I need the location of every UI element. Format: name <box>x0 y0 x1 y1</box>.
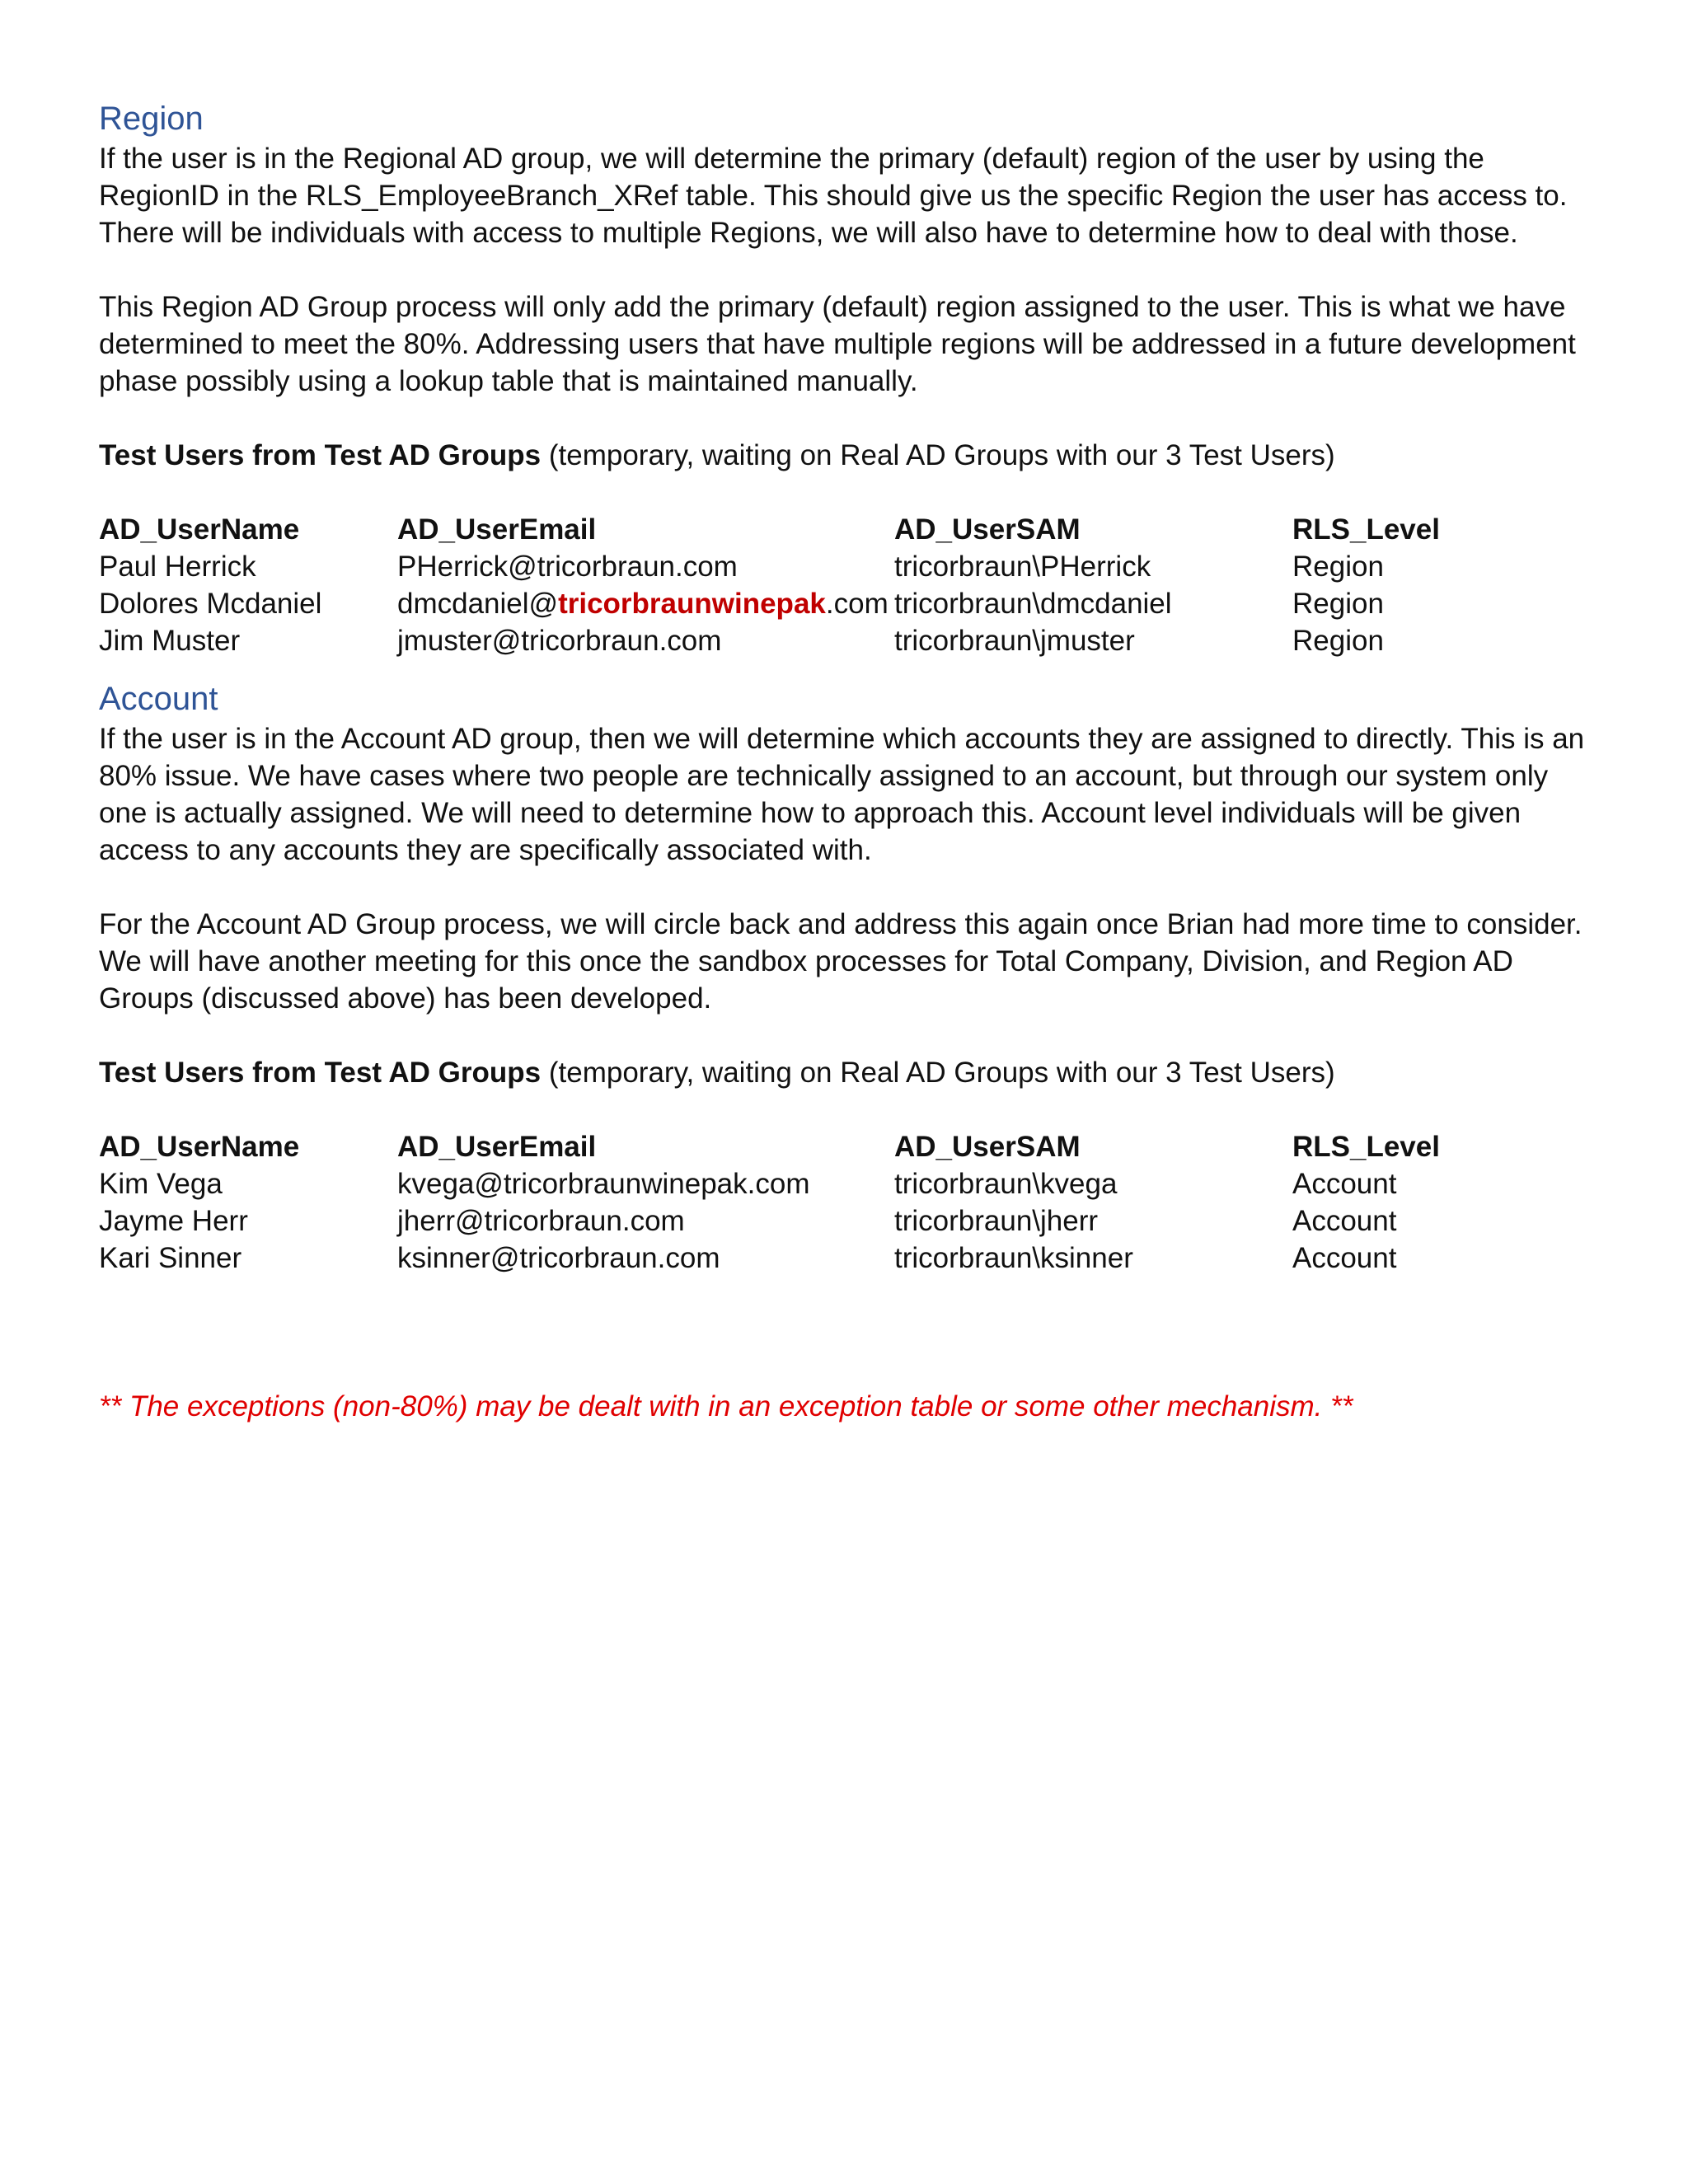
cell-sam: tricorbraun\jherr <box>894 1205 1099 1237</box>
table-header-row <box>99 511 1540 548</box>
table-header-row <box>99 1128 1540 1165</box>
cell-sam: tricorbraun\ksinner <box>894 1242 1133 1274</box>
cell-email <box>397 585 894 622</box>
cell-sam: tricorbraun\kvega <box>894 1168 1118 1200</box>
email-suffix: .com <box>825 588 889 620</box>
column-header-rls-level: RLS_Level <box>1292 513 1440 546</box>
column-header-username: AD_UserName <box>99 1131 300 1163</box>
region-heading: Region <box>99 101 204 137</box>
region-paragraph-1: If the user is in the Regional AD group, we will determine the primary (default) region of the user by using the RegionID in the RLS_EmployeeBranch_XRef table. This should give us the specific Region the user has access to. There will be individuals with access to multiple Regions, we will also have to determine how to deal with those. <box>99 143 1568 249</box>
cell-rls-level: Region <box>1292 625 1384 657</box>
cell-rls-level: Account <box>1292 1168 1397 1200</box>
cell-email: PHerrick@tricorbraun.com <box>397 551 738 583</box>
document-content <box>99 97 1599 1425</box>
cell-sam: tricorbraun\PHerrick <box>894 551 1151 583</box>
region-users-table <box>99 511 1540 659</box>
cell-email: ksinner@tricorbraun.com <box>397 1242 720 1274</box>
email-domain-highlight: tricorbraunwinepak <box>558 588 826 620</box>
column-header-email: AD_UserEmail <box>397 1131 597 1163</box>
account-test-users-note: (temporary, waiting on Real AD Groups with our 3 Test Users) <box>541 1057 1335 1089</box>
email-prefix: dmcdaniel@ <box>397 588 559 620</box>
cell-username: Jayme Herr <box>99 1205 248 1237</box>
region-test-users-note: (temporary, waiting on Real AD Groups with our 3 Test Users) <box>541 439 1335 471</box>
table-row <box>99 1202 1540 1240</box>
cell-rls-level: Account <box>1292 1205 1397 1237</box>
table-row <box>99 585 1540 622</box>
table-row <box>99 548 1540 585</box>
cell-email: jmuster@tricorbraun.com <box>397 625 722 657</box>
account-test-users-label: Test Users from Test AD Groups <box>99 1057 542 1089</box>
account-users-table <box>99 1128 1540 1277</box>
exceptions-note: ** The exceptions (non-80%) may be dealt with in an exception table or some other mechanism. ** <box>99 1390 1353 1422</box>
cell-rls-level: Region <box>1292 588 1384 620</box>
column-header-username: AD_UserName <box>99 513 300 546</box>
account-paragraph-1: If the user is in the Account AD group, then we will determine which accounts they are assigned to directly. This is an 80% issue. We have cases where two people are technically assigned to an account, but through our system only one is actually assigned. We will need to determine how to approach this. Account level individuals will be given access to any accounts they are specifically associated with. <box>99 723 1585 866</box>
cell-username: Jim Muster <box>99 625 241 657</box>
account-heading: Account <box>99 681 218 717</box>
cell-username: Kim Vega <box>99 1168 223 1200</box>
cell-sam: tricorbraun\dmcdaniel <box>894 588 1172 620</box>
cell-rls-level: Region <box>1292 551 1384 583</box>
table-row <box>99 622 1540 659</box>
cell-email: kvega@tricorbraunwinepak.com <box>397 1168 810 1200</box>
column-header-email: AD_UserEmail <box>397 513 597 546</box>
cell-username: Dolores Mcdaniel <box>99 588 322 620</box>
cell-username: Paul Herrick <box>99 551 256 583</box>
table-row <box>99 1240 1540 1277</box>
table-row <box>99 1165 1540 1202</box>
cell-username: Kari Sinner <box>99 1242 242 1274</box>
column-header-rls-level: RLS_Level <box>1292 1131 1440 1163</box>
account-paragraph-2: For the Account AD Group process, we will circle back and address this again once Brian had more time to consider. We will have another meeting for this once the sandbox processes for Total Company, Division, and Region AD Groups (discussed above) has been developed. <box>99 908 1582 1015</box>
account-test-users-caption <box>99 1054 1599 1091</box>
region-test-users-label: Test Users from Test AD Groups <box>99 439 542 471</box>
region-test-users-caption <box>99 437 1599 474</box>
column-header-sam: AD_UserSAM <box>894 513 1081 546</box>
cell-rls-level: Account <box>1292 1242 1397 1274</box>
cell-sam: tricorbraun\jmuster <box>894 625 1135 657</box>
cell-email: jherr@tricorbraun.com <box>397 1205 685 1237</box>
column-header-sam: AD_UserSAM <box>894 1131 1081 1163</box>
region-paragraph-2: This Region AD Group process will only add the primary (default) region assigned to the user. This is what we have determined to meet the 80%. Addressing users that have multiple regions will be addressed in a future development phase possibly using a lookup table that is maintained manually. <box>99 291 1576 397</box>
